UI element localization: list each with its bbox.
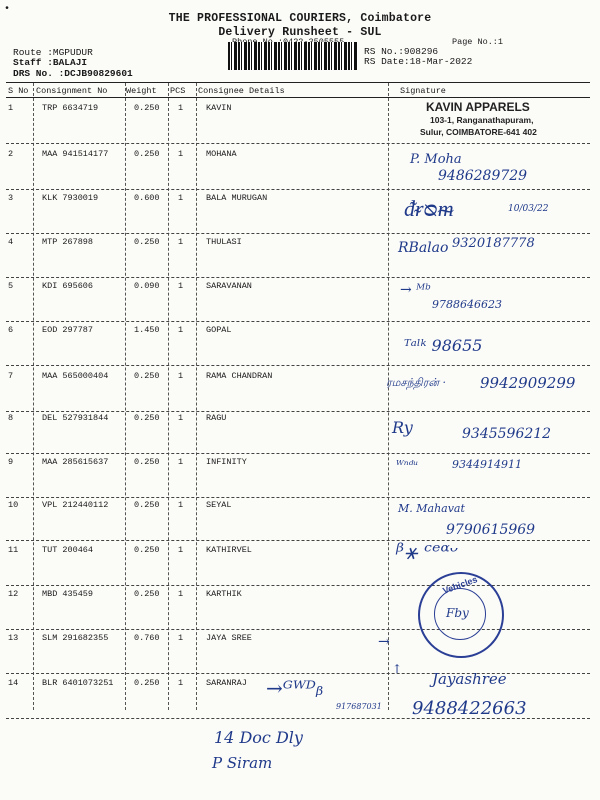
col-divider: [196, 83, 197, 710]
signature-5-phone: 9788646623: [432, 298, 502, 311]
row-consignment: BLR 6401073251: [42, 678, 114, 688]
corner-mark: •: [4, 4, 11, 15]
signature-9-phone: 9344914911: [452, 458, 522, 471]
row-pcs: 1: [178, 678, 184, 688]
row-consignment: KDI 695606: [42, 281, 94, 291]
row-separator: [6, 189, 590, 190]
signature-14-arrow: ↑: [392, 662, 403, 676]
row-separator: [6, 629, 590, 630]
company-stamp-city: Sulur, COIMBATORE-641 402: [420, 127, 537, 137]
row-pcs: 1: [178, 149, 184, 159]
row-separator: [6, 540, 590, 541]
row-sno: 4: [8, 237, 14, 247]
row-consignment: DEL 527931844: [42, 413, 109, 423]
rs-date: RS Date:18-Mar-2022: [364, 56, 473, 67]
col-divider: [168, 83, 169, 710]
row-separator: [6, 143, 590, 144]
row-consignee: BALA MURUGAN: [206, 193, 268, 203]
row-consignment: MAA 285615637: [42, 457, 109, 467]
col-pcs: PCS: [170, 86, 186, 96]
row-consignment: TUT 200464: [42, 545, 94, 555]
row-separator: [6, 497, 590, 498]
row-consignment: EOD 297787: [42, 325, 94, 335]
col-divider: [33, 83, 34, 710]
row-consignee: KATHIRVEL: [206, 545, 252, 555]
row-sno: 8: [8, 413, 14, 423]
staff: Staff :BALAJI: [13, 57, 88, 68]
col-divider: [388, 83, 389, 710]
signature-10-phone: 9790615969: [446, 522, 536, 538]
signature-9-scribble: ᵂⁿᵈᵘ: [396, 458, 419, 472]
row-weight: 0.250: [134, 678, 160, 688]
row-separator: [6, 233, 590, 234]
row-weight: 0.250: [134, 457, 160, 467]
row-pcs: 1: [178, 500, 184, 510]
table-row: [6, 325, 590, 337]
signature-8-phone: 9345596212: [462, 426, 552, 442]
signature-14-scribble: →ᴳᵂᴰᵦ: [266, 676, 324, 700]
row-consignee: RAMA CHANDRAN: [206, 371, 273, 381]
row-sno: 13: [8, 633, 19, 643]
table-row: [6, 589, 590, 601]
signature-6-scribble: ᵀᵃˡᵏ 98655: [404, 336, 483, 355]
header-top-rule: [6, 82, 590, 83]
header-bottom-rule: [6, 97, 590, 98]
row-sno: 10: [8, 500, 19, 510]
row-sno: 14: [8, 678, 19, 688]
footer-signature: P Siram: [212, 754, 273, 772]
row-consignee: JAYA SREE: [206, 633, 252, 643]
row-weight: 0.250: [134, 413, 160, 423]
signature-2-name: P. Moha: [410, 152, 462, 167]
rs-number: RS No.:908296: [364, 46, 439, 57]
company-title: THE PROFESSIONAL COURIERS, Coimbatore: [168, 12, 432, 25]
row-separator: [6, 277, 590, 278]
row-separator: [6, 365, 590, 366]
row-sno: 11: [8, 545, 19, 555]
row-consignment: MTP 267898: [42, 237, 94, 247]
row-sno: 9: [8, 457, 14, 467]
row-sno: 6: [8, 325, 14, 335]
round-stamp-text: Vehicles: [441, 574, 479, 596]
row-consignee: SEYAL: [206, 500, 232, 510]
table-row: [6, 149, 590, 161]
row-pcs: 1: [178, 281, 184, 291]
signature-4-phone: 9320187778: [452, 236, 535, 251]
row-separator: [6, 453, 590, 454]
col-signature: Signature: [400, 86, 446, 96]
route: Route :MGPUDUR: [13, 47, 93, 58]
col-weight: Weight: [126, 86, 157, 96]
col-sno: S No: [8, 86, 29, 96]
row-consignee: SARANRAJ: [206, 678, 247, 688]
footer-doc-count: 14 Doc Dly: [214, 728, 303, 747]
row-consignee: SARAVANAN: [206, 281, 252, 291]
row-weight: 0.600: [134, 193, 160, 203]
signature-14-name: Jayashree: [432, 670, 507, 688]
barcode: [228, 42, 358, 70]
row-pcs: 1: [178, 325, 184, 335]
signature-3-date: 10/03/22: [508, 204, 549, 214]
signature-3-scribble: ᵭᵲᴓᵯ: [404, 197, 454, 222]
row-weight: 1.450: [134, 325, 160, 335]
runsheet-subtitle: Delivery Runsheet - SUL: [218, 26, 382, 39]
row-sno: 3: [8, 193, 14, 203]
row-consignment: MBD 435459: [42, 589, 94, 599]
table-row: [6, 545, 590, 557]
signature-7-phone: 9942909299: [480, 374, 576, 392]
signature-5-scribble: → ᴹᵇ: [400, 282, 431, 298]
row-weight: 0.250: [134, 371, 160, 381]
signature-7-scribble: ரமசந்திரன் ·: [386, 376, 447, 389]
row-consignment: TRP 6634719: [42, 103, 99, 113]
row-consignee: RAGU: [206, 413, 227, 423]
row-weight: 0.760: [134, 633, 160, 643]
col-consignment: Consignment No: [36, 86, 108, 96]
row-weight: 0.250: [134, 103, 160, 113]
row-pcs: 1: [178, 103, 184, 113]
row-consignee: MOHANA: [206, 149, 237, 159]
row-consignee: KARTHIK: [206, 589, 242, 599]
row-separator: [6, 411, 590, 412]
company-stamp-name: KAVIN APPARELS: [426, 100, 530, 114]
row-consignment: VPL 212440112: [42, 500, 109, 510]
table-row: [6, 413, 590, 425]
row-pcs: 1: [178, 371, 184, 381]
row-consignment: MAA 565000404: [42, 371, 109, 381]
row-sno: 7: [8, 371, 14, 381]
row-sno: 2: [8, 149, 14, 159]
row-pcs: 1: [178, 589, 184, 599]
signature-2-phone: 9486289729: [438, 168, 528, 184]
row-consignee: KAVIN: [206, 103, 232, 113]
col-divider: [125, 83, 126, 710]
row-weight: 0.250: [134, 149, 160, 159]
company-stamp-address: 103-1, Ranganathapuram,: [430, 115, 534, 125]
row-consignee: INFINITY: [206, 457, 247, 467]
row-pcs: 1: [178, 413, 184, 423]
row-sno: 12: [8, 589, 19, 599]
row-pcs: 1: [178, 237, 184, 247]
row-pcs: 1: [178, 193, 184, 203]
drs-number: DRS No. :DCJB90829601: [13, 68, 133, 79]
row-consignment: MAA 941514177: [42, 149, 109, 159]
signature-13-arrow: →: [378, 634, 390, 650]
signature-14-phone: 9488422663: [412, 698, 527, 719]
row-consignment: KLK 7930019: [42, 193, 99, 203]
signature-4-scribble: RBalao: [398, 240, 449, 256]
round-stamp-signature: Fby: [446, 606, 469, 620]
row-consignment: SLM 291682355: [42, 633, 109, 643]
col-consignee: Consignee Details: [198, 86, 285, 96]
row-separator: [6, 321, 590, 322]
signature-8-scribble: Ry: [392, 418, 413, 437]
round-stamp: [418, 572, 504, 658]
page-number: Page No.:1: [452, 37, 504, 47]
table-row: [6, 193, 590, 205]
signature-11-scribble: ᵝ⚹ ᶜᵉᵅᵕ: [396, 540, 459, 565]
row-weight: 0.090: [134, 281, 160, 291]
table-row: [6, 633, 590, 645]
table-row: [6, 500, 590, 512]
row-pcs: 1: [178, 633, 184, 643]
row-weight: 0.250: [134, 589, 160, 599]
row-consignee: THULASI: [206, 237, 242, 247]
row-sno: 1: [8, 103, 14, 113]
row-pcs: 1: [178, 545, 184, 555]
row-weight: 0.250: [134, 500, 160, 510]
row-weight: 0.250: [134, 545, 160, 555]
row-consignee: GOPAL: [206, 325, 232, 335]
table-row: [6, 281, 590, 293]
row-sno: 5: [8, 281, 14, 291]
row-pcs: 1: [178, 457, 184, 467]
row-weight: 0.250: [134, 237, 160, 247]
row-separator: [6, 585, 590, 586]
signature-14-small-number: 917687031: [336, 702, 382, 711]
signature-10-name: M. Mahavat: [398, 502, 465, 515]
